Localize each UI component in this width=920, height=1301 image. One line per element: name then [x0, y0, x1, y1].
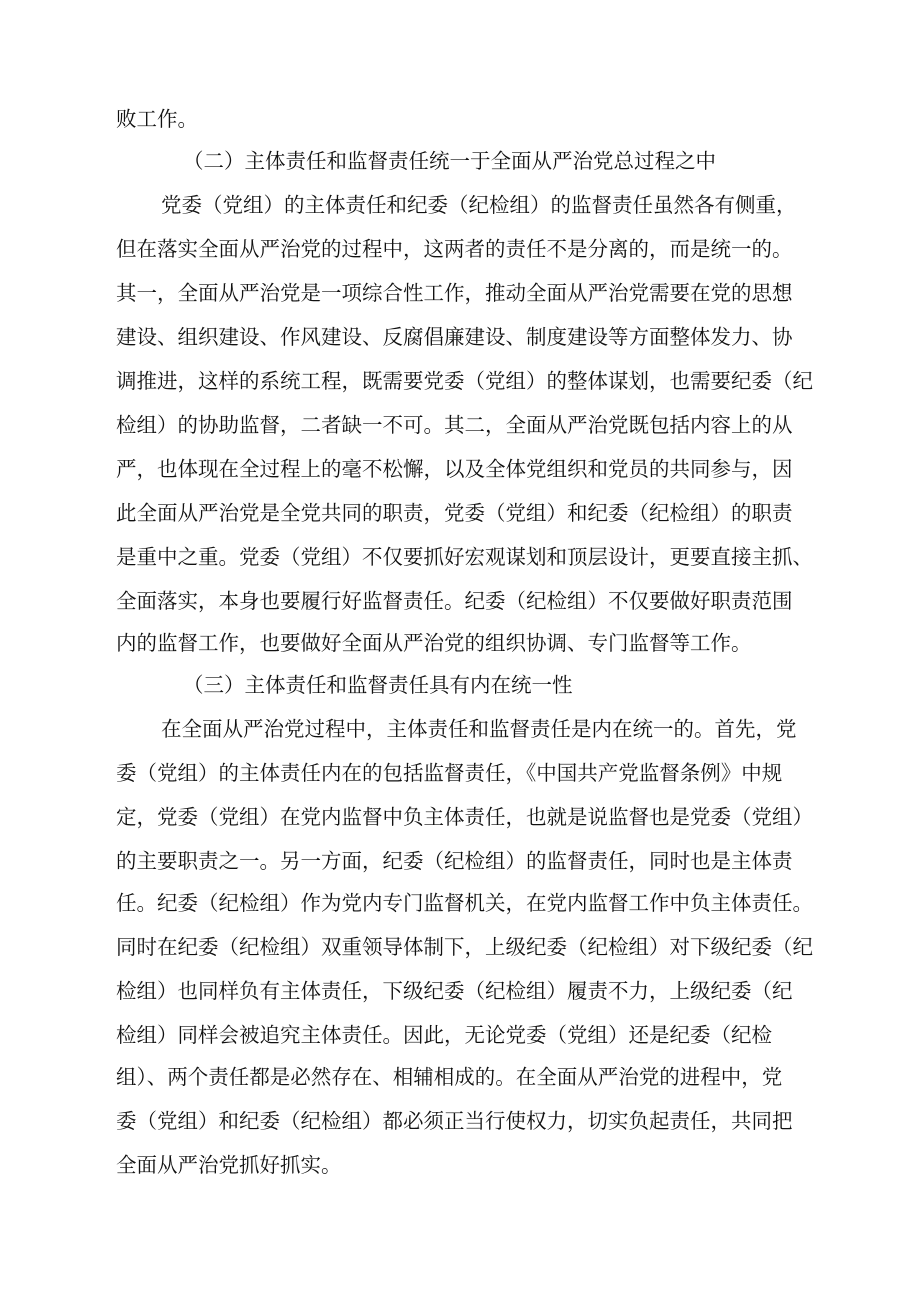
text-line: 是重中之重。党委（党组）不仅要抓好宏观谋划和顶层设计，更要直接主抓、 — [116, 545, 813, 569]
text-line: 此全面从严治党是全党共同的职责，党委（党组）和纪委（纪检组）的职责 — [116, 501, 793, 525]
text-line: 建设、组织建设、作风建设、反腐倡廉建设、制度建设等方面整体发力、协 — [116, 325, 793, 349]
text-line: 检组）的协助监督，二者缺一不可。其二，全面从严治党既包括内容上的从 — [116, 413, 793, 437]
text-line: 的主要职责之一。另一方面，纪委（纪检组）的监督责任，同时也是主体责 — [116, 849, 793, 873]
text-line: 调推进，这样的系统工程，既需要党委（党组）的整体谋划，也需要纪委（纪 — [116, 369, 813, 393]
text-line: 检组）也同样负有主体责任，下级纪委（纪检组）履责不力，上级纪委（纪 — [116, 979, 793, 1003]
section-heading: （三）主体责任和监督责任具有内在统一性 — [183, 673, 573, 697]
text-line: 内的监督工作，也要做好全面从严治党的组织协调、专门监督等工作。 — [116, 631, 752, 655]
text-line: 败工作。 — [116, 107, 198, 131]
text-line: 任。纪委（纪检组）作为党内专门监督机关，在党内监督工作中负主体责任。 — [116, 891, 813, 915]
text-line: 但在落实全面从严治党的过程中，这两者的责任不是分离的，而是统一的。 — [116, 237, 793, 261]
text-line: 检组）同样会被追究主体责任。因此，无论党委（党组）还是纪委（纪检 — [116, 1023, 772, 1047]
paragraph-first-line: 在全面从严治党过程中，主体责任和监督责任是内在统一的。首先，党 — [161, 717, 797, 741]
text-line: 委（党组）的主体责任内在的包括监督责任，《中国共产党监督条例》中规 — [116, 761, 783, 785]
text-line: 严，也体现在全过程上的毫不松懈，以及全体党组织和党员的共同参与，因 — [116, 457, 793, 481]
paragraph-first-line: 党委（党组）的主体责任和纪委（纪检组）的监督责任虽然各有侧重， — [161, 193, 797, 217]
text-line: 全面从严治党抓好抓实。 — [116, 1153, 342, 1177]
text-line: 组）、两个责任都是必然存在、相辅相成的。在全面从严治党的进程中，党 — [116, 1065, 783, 1089]
text-line: 委（党组）和纪委（纪检组）都必须正当行使权力，切实负起责任，共同把 — [116, 1109, 793, 1133]
text-line: 定，党委（党组）在党内监督中负主体责任，也就是说监督也是党委（党组） — [116, 805, 813, 829]
text-line: 全面落实，本身也要履行好监督责任。纪委（纪检组）不仅要做好职责范围 — [116, 589, 793, 613]
text-line: 其一，全面从严治党是一项综合性工作，推动全面从严治党需要在党的思想 — [116, 281, 793, 305]
section-heading: （二）主体责任和监督责任统一于全面从严治党总过程之中 — [183, 149, 716, 173]
text-line: 同时在纪委（纪检组）双重领导体制下，上级纪委（纪检组）对下级纪委（纪 — [116, 935, 813, 959]
